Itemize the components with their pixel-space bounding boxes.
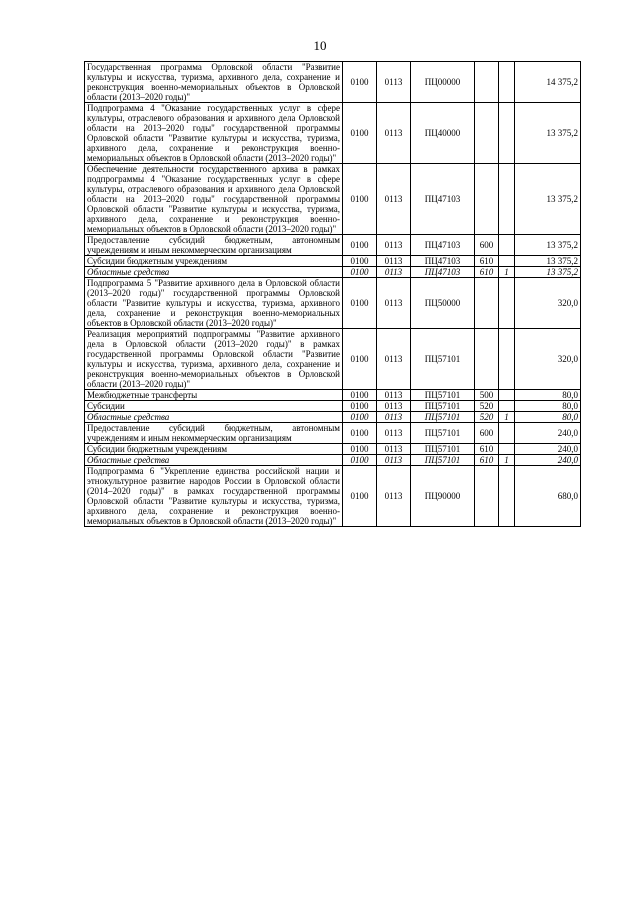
section-code-cell: 0100 [343, 412, 377, 423]
item-name-cell: Подпрограмма 6 "Укрепление единства российской нации и этнокультурное развитие народов России в Орловской области (2014–2020 годы)" в рамках государственной программы Орловской области "Развитие культуры и искусства, туризма, архивного дела, сохранение и реконструкция военно-мемориальных объектов в Орловской области (2013–2020 годы)" [85, 466, 343, 527]
expense-type-cell [475, 466, 499, 527]
table-row [85, 390, 581, 401]
amount-cell: 240,0 [515, 455, 581, 466]
amount-cell: 240,0 [515, 444, 581, 455]
subsection-code-cell: 0113 [377, 329, 411, 390]
expense-type-cell [475, 103, 499, 164]
item-name-cell: Межбюджетные трансферты [85, 390, 343, 401]
expense-type-cell [475, 62, 499, 103]
table-row [85, 267, 581, 278]
item-name-cell: Субсидии бюджетным учреждениям [85, 444, 343, 455]
table-row [85, 62, 581, 103]
section-code-cell: 0100 [343, 256, 377, 267]
section-code-cell: 0100 [343, 164, 377, 235]
item-name-cell: Областные средства [85, 412, 343, 423]
expense-type-cell: 520 [475, 412, 499, 423]
item-name-cell: Государственная программа Орловской области "Развитие культуры и искусства, туризма, архивного дела, сохранение и реконструкция военно-мемориальных объектов в Орловской области (2013–2020 годы)" [85, 62, 343, 103]
target-article-cell: ПЦ57101 [411, 390, 475, 401]
item-name-cell: Предоставление субсидий бюджетным, автономным учреждениям и иным некоммерческим организациям [85, 235, 343, 256]
expense-type-cell: 610 [475, 444, 499, 455]
expense-type-cell: 520 [475, 401, 499, 412]
target-article-cell: ПЦ47103 [411, 256, 475, 267]
subsection-code-cell: 0113 [377, 103, 411, 164]
table-row [85, 444, 581, 455]
funding-source-cell [499, 401, 515, 412]
subsection-code-cell: 0113 [377, 235, 411, 256]
expense-type-cell [475, 278, 499, 329]
funding-source-cell: 1 [499, 455, 515, 466]
expense-type-cell: 610 [475, 256, 499, 267]
subsection-code-cell: 0113 [377, 278, 411, 329]
expense-type-cell [475, 164, 499, 235]
funding-source-cell [499, 278, 515, 329]
funding-source-cell [499, 62, 515, 103]
section-code-cell: 0100 [343, 423, 377, 444]
funding-source-cell [499, 444, 515, 455]
subsection-code-cell: 0113 [377, 423, 411, 444]
table-row [85, 164, 581, 235]
amount-cell: 240,0 [515, 423, 581, 444]
table-row [85, 455, 581, 466]
subsection-code-cell: 0113 [377, 466, 411, 527]
target-article-cell: ПЦ47103 [411, 235, 475, 256]
section-code-cell: 0100 [343, 62, 377, 103]
funding-source-cell [499, 235, 515, 256]
budget-table [84, 61, 581, 527]
section-code-cell: 0100 [343, 466, 377, 527]
amount-cell: 13 375,2 [515, 256, 581, 267]
section-code-cell: 0100 [343, 278, 377, 329]
funding-source-cell [499, 390, 515, 401]
amount-cell: 13 375,2 [515, 164, 581, 235]
item-name-cell: Предоставление субсидий бюджетным, автономным учреждениям и иным некоммерческим организациям [85, 423, 343, 444]
funding-source-cell [499, 103, 515, 164]
funding-source-cell [499, 164, 515, 235]
subsection-code-cell: 0113 [377, 401, 411, 412]
target-article-cell: ПЦ50000 [411, 278, 475, 329]
budget-table-body [85, 62, 581, 527]
subsection-code-cell: 0113 [377, 267, 411, 278]
expense-type-cell: 600 [475, 423, 499, 444]
target-article-cell: ПЦ47103 [411, 267, 475, 278]
section-code-cell: 0100 [343, 235, 377, 256]
section-code-cell: 0100 [343, 444, 377, 455]
item-name-cell: Реализация мероприятий подпрограммы "Развитие архивного дела в Орловской области (2013–2020 годы)" в рамках государственной программы Орловской области "Развитие культуры и искусства, туризма, архивного дела, сохранение и реконструкция военно-мемориальных объектов в Орловской области (2013–2020 годы)" [85, 329, 343, 390]
item-name-cell: Подпрограмма 5 "Развитие архивного дела в Орловской области (2013–2020 годы)" государственной программы Орловской области "Развитие культуры и искусства, туризма, архивного дела, сохранение и реконструкция военно-мемориальных объектов в Орловской области (2013–2020 годы)" [85, 278, 343, 329]
amount-cell: 14 375,2 [515, 62, 581, 103]
target-article-cell: ПЦ00000 [411, 62, 475, 103]
section-code-cell: 0100 [343, 390, 377, 401]
table-row [85, 235, 581, 256]
table-row [85, 256, 581, 267]
table-row [85, 401, 581, 412]
target-article-cell: ПЦ57101 [411, 423, 475, 444]
table-row [85, 329, 581, 390]
funding-source-cell [499, 256, 515, 267]
amount-cell: 320,0 [515, 329, 581, 390]
item-name-cell: Подпрограмма 4 "Оказание государственных услуг в сфере культуры, отраслевого образования и архивного дела Орловской области на 2013–2020 годы" государственной программы Орловской области "Развитие культуры и искусства, туризма, архивного дела, сохранение и реконструкция военно-мемориальных объектов в Орловской области (2013–2020 годы)" [85, 103, 343, 164]
expense-type-cell: 500 [475, 390, 499, 401]
subsection-code-cell: 0113 [377, 390, 411, 401]
section-code-cell: 0100 [343, 401, 377, 412]
subsection-code-cell: 0113 [377, 256, 411, 267]
subsection-code-cell: 0113 [377, 455, 411, 466]
section-code-cell: 0100 [343, 103, 377, 164]
section-code-cell: 0100 [343, 329, 377, 390]
subsection-code-cell: 0113 [377, 164, 411, 235]
item-name-cell: Обеспечение деятельности государственного архива в рамках подпрограммы 4 "Оказание государственных услуг в сфере культуры, отраслевого образования и архивного дела Орловской области на 2013–2020 годы" государственной программы Орловской области "Развитие культуры и искусства, туризма, архивного дела, сохранение и реконструкция военно-мемориальных объектов в Орловской области (2013–2020 годы)" [85, 164, 343, 235]
amount-cell: 80,0 [515, 401, 581, 412]
section-code-cell: 0100 [343, 455, 377, 466]
subsection-code-cell: 0113 [377, 412, 411, 423]
table-row [85, 278, 581, 329]
amount-cell: 13 375,2 [515, 267, 581, 278]
item-name-cell: Областные средства [85, 455, 343, 466]
target-article-cell: ПЦ90000 [411, 466, 475, 527]
section-code-cell: 0100 [343, 267, 377, 278]
subsection-code-cell: 0113 [377, 62, 411, 103]
funding-source-cell: 1 [499, 267, 515, 278]
table-row [85, 423, 581, 444]
target-article-cell: ПЦ57101 [411, 329, 475, 390]
page-number: 10 [313, 38, 327, 53]
funding-source-cell [499, 423, 515, 444]
funding-source-cell [499, 466, 515, 527]
amount-cell: 13 375,2 [515, 235, 581, 256]
amount-cell: 680,0 [515, 466, 581, 527]
table-row [85, 412, 581, 423]
expense-type-cell: 610 [475, 455, 499, 466]
target-article-cell: ПЦ47103 [411, 164, 475, 235]
amount-cell: 13 375,2 [515, 103, 581, 164]
item-name-cell: Субсидии [85, 401, 343, 412]
target-article-cell: ПЦ57101 [411, 455, 475, 466]
target-article-cell: ПЦ40000 [411, 103, 475, 164]
expense-type-cell: 610 [475, 267, 499, 278]
funding-source-cell: 1 [499, 412, 515, 423]
target-article-cell: ПЦ57101 [411, 412, 475, 423]
item-name-cell: Областные средства [85, 267, 343, 278]
funding-source-cell [499, 329, 515, 390]
subsection-code-cell: 0113 [377, 444, 411, 455]
amount-cell: 80,0 [515, 412, 581, 423]
table-row [85, 103, 581, 164]
table-row [85, 466, 581, 527]
amount-cell: 80,0 [515, 390, 581, 401]
target-article-cell: ПЦ57101 [411, 444, 475, 455]
target-article-cell: ПЦ57101 [411, 401, 475, 412]
item-name-cell: Субсидии бюджетным учреждениям [85, 256, 343, 267]
expense-type-cell: 600 [475, 235, 499, 256]
amount-cell: 320,0 [515, 278, 581, 329]
expense-type-cell [475, 329, 499, 390]
